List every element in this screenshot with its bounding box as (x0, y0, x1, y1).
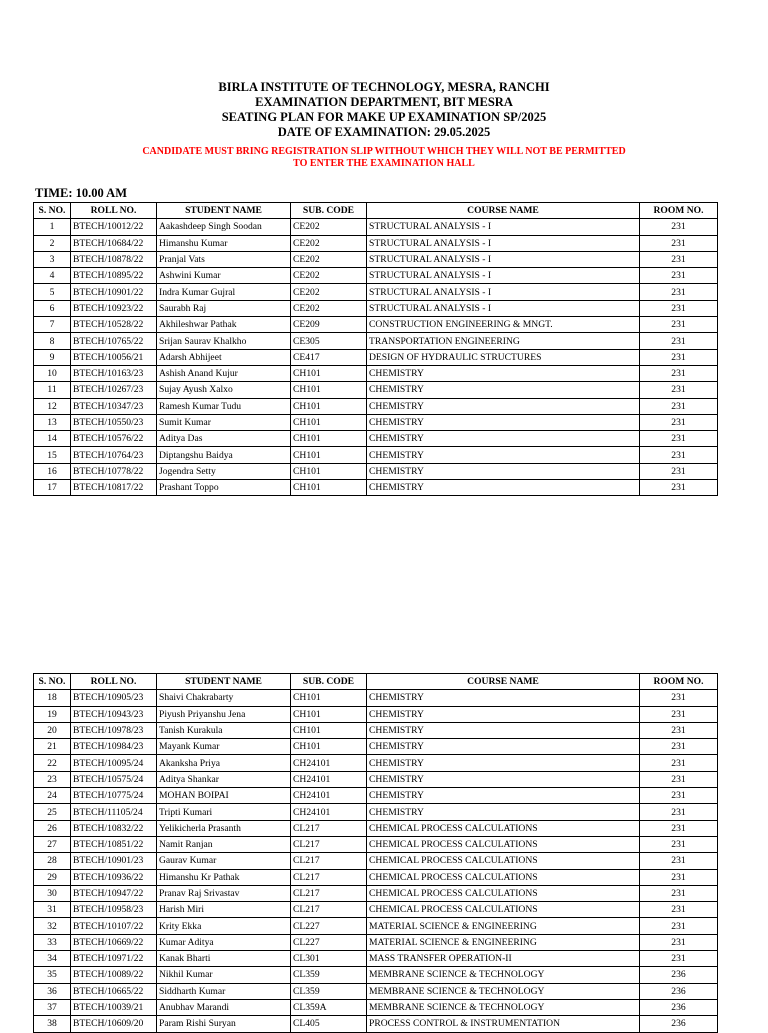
col-sno-cell: 36 (34, 983, 71, 999)
col-student-name-cell: Gaurav Kumar (157, 853, 291, 869)
col-sub-code-cell: CH101 (291, 398, 367, 414)
col-sno-cell: 16 (34, 463, 71, 479)
document-header (0, 80, 768, 140)
col-course-name-cell: CONSTRUCTION ENGINEERING & MNGT. (367, 317, 640, 333)
col-course-name-cell: CHEMISTRY (367, 431, 640, 447)
col-student-name-cell: Akanksha Priya (157, 755, 291, 771)
col-student-name-cell: Ramesh Kumar Tudu (157, 398, 291, 414)
col-student-name-cell: Yelikicherla Prasanth (157, 820, 291, 836)
col-course-name-cell: CHEMISTRY (367, 463, 640, 479)
col-sub-code-header: SUB. CODE (291, 203, 367, 219)
table-body (34, 690, 718, 1032)
col-sno-cell: 34 (34, 951, 71, 967)
col-roll-no-cell: BTECH/10905/23 (71, 690, 157, 706)
col-student-name-cell: Sujay Ayush Xalxo (157, 382, 291, 398)
table-row (34, 836, 718, 852)
col-sno-cell: 9 (34, 349, 71, 365)
col-sub-code-cell: CH101 (291, 722, 367, 738)
col-sub-code-cell: CH101 (291, 447, 367, 463)
col-course-name-cell: STRUCTURAL ANALYSIS - I (367, 300, 640, 316)
table-row (34, 690, 718, 706)
col-room-no-cell: 231 (640, 951, 718, 967)
col-room-no-header: ROOM NO. (640, 674, 718, 690)
col-sub-code-cell: CE305 (291, 333, 367, 349)
col-student-name-cell: Aakashdeep Singh Soodan (157, 219, 291, 235)
col-sno-cell: 21 (34, 739, 71, 755)
col-roll-no-cell: BTECH/10765/22 (71, 333, 157, 349)
col-student-name-cell: Shaivi Chakrabarty (157, 690, 291, 706)
col-roll-no-cell: BTECH/10163/23 (71, 365, 157, 381)
col-sno-cell: 10 (34, 365, 71, 381)
col-room-no-cell: 231 (640, 739, 718, 755)
col-room-no-cell: 231 (640, 885, 718, 901)
col-room-no-cell: 231 (640, 836, 718, 852)
col-room-no-cell: 231 (640, 755, 718, 771)
table-row (34, 722, 718, 738)
table-row (34, 300, 718, 316)
col-roll-no-cell: BTECH/10984/23 (71, 739, 157, 755)
col-student-name-cell: Mayank Kumar (157, 739, 291, 755)
col-sub-code-cell: CH101 (291, 706, 367, 722)
col-room-no-cell: 231 (640, 771, 718, 787)
table-row (34, 771, 718, 787)
col-course-name-cell: MEMBRANE SCIENCE & TECHNOLOGY (367, 999, 640, 1015)
col-sub-code-header: SUB. CODE (291, 674, 367, 690)
col-student-name-cell: Prashant Toppo (157, 480, 291, 496)
col-roll-no-cell: BTECH/10528/22 (71, 317, 157, 333)
col-sno-cell: 15 (34, 447, 71, 463)
col-room-no-cell: 231 (640, 869, 718, 885)
seating-table-1 (33, 202, 718, 496)
col-sub-code-cell: CL301 (291, 951, 367, 967)
col-room-no-cell: 231 (640, 349, 718, 365)
col-student-name-cell: Pranav Raj Srivastav (157, 885, 291, 901)
col-sub-code-cell: CH24101 (291, 755, 367, 771)
table-row (34, 447, 718, 463)
col-course-name-header: COURSE NAME (367, 203, 640, 219)
col-student-name-cell: Anubhav Marandi (157, 999, 291, 1015)
col-roll-no-cell: BTECH/10901/23 (71, 853, 157, 869)
col-room-no-cell: 231 (640, 480, 718, 496)
col-sno-cell: 12 (34, 398, 71, 414)
col-roll-no-cell: BTECH/10978/23 (71, 722, 157, 738)
col-sub-code-cell: CE202 (291, 251, 367, 267)
col-sno-cell: 20 (34, 722, 71, 738)
col-sno-cell: 23 (34, 771, 71, 787)
table-header-row (34, 674, 718, 690)
col-room-no-cell: 231 (640, 333, 718, 349)
col-sub-code-cell: CL217 (291, 820, 367, 836)
col-sno-cell: 13 (34, 414, 71, 430)
table-row (34, 382, 718, 398)
col-sub-code-cell: CH101 (291, 739, 367, 755)
table-row (34, 365, 718, 381)
table-row (34, 983, 718, 999)
col-roll-no-cell: BTECH/10550/23 (71, 414, 157, 430)
col-roll-no-cell: BTECH/10665/22 (71, 983, 157, 999)
col-roll-no-cell: BTECH/10851/22 (71, 836, 157, 852)
col-sno-cell: 2 (34, 235, 71, 251)
col-student-name-cell: Ashish Anand Kujur (157, 365, 291, 381)
col-course-name-cell: CHEMISTRY (367, 706, 640, 722)
col-sno-cell: 5 (34, 284, 71, 300)
col-sno-header: S. NO. (34, 203, 71, 219)
col-roll-no-cell: BTECH/10107/22 (71, 918, 157, 934)
col-student-name-cell: Srijan Saurav Khalkho (157, 333, 291, 349)
table-row (34, 235, 718, 251)
col-room-no-cell: 231 (640, 690, 718, 706)
table-row (34, 853, 718, 869)
table-row (34, 885, 718, 901)
col-room-no-cell: 231 (640, 398, 718, 414)
col-sno-cell: 17 (34, 480, 71, 496)
col-roll-no-cell: BTECH/10958/23 (71, 902, 157, 918)
col-sno-cell: 18 (34, 690, 71, 706)
col-course-name-cell: MASS TRANSFER OPERATION-II (367, 951, 640, 967)
col-course-name-cell: STRUCTURAL ANALYSIS - I (367, 268, 640, 284)
table-row (34, 480, 718, 496)
table-row (34, 219, 718, 235)
col-sub-code-cell: CL217 (291, 869, 367, 885)
col-student-name-cell: Ashwini Kumar (157, 268, 291, 284)
col-sno-cell: 26 (34, 820, 71, 836)
col-course-name-cell: STRUCTURAL ANALYSIS - I (367, 219, 640, 235)
col-sno-cell: 7 (34, 317, 71, 333)
col-roll-no-cell: BTECH/10764/23 (71, 447, 157, 463)
table-row (34, 268, 718, 284)
col-course-name-cell: STRUCTURAL ANALYSIS - I (367, 251, 640, 267)
exam-date: DATE OF EXAMINATION: 29.05.2025 (277, 125, 491, 139)
col-student-name-cell: Pranjal Vats (157, 251, 291, 267)
col-sub-code-cell: CL227 (291, 934, 367, 950)
table-row (34, 317, 718, 333)
col-sub-code-cell: CH24101 (291, 788, 367, 804)
col-sub-code-cell: CE417 (291, 349, 367, 365)
col-room-no-cell: 231 (640, 918, 718, 934)
col-room-no-cell: 231 (640, 251, 718, 267)
table-header-row (34, 203, 718, 219)
table-row (34, 902, 718, 918)
col-roll-no-cell: BTECH/10089/22 (71, 967, 157, 983)
col-course-name-cell: CHEMICAL PROCESS CALCULATIONS (367, 836, 640, 852)
col-room-no-cell: 231 (640, 414, 718, 430)
col-sno-cell: 8 (34, 333, 71, 349)
col-roll-no-cell: BTECH/10669/22 (71, 934, 157, 950)
table-row (34, 804, 718, 820)
col-roll-no-cell: BTECH/10684/22 (71, 235, 157, 251)
table-row (34, 431, 718, 447)
col-roll-no-cell: BTECH/10943/23 (71, 706, 157, 722)
col-sno-cell: 14 (34, 431, 71, 447)
candidate-notice (0, 146, 768, 170)
col-room-no-cell: 231 (640, 804, 718, 820)
col-student-name-cell: Saurabh Raj (157, 300, 291, 316)
col-sub-code-cell: CL217 (291, 885, 367, 901)
col-roll-no-cell: BTECH/10895/22 (71, 268, 157, 284)
col-room-no-header: ROOM NO. (640, 203, 718, 219)
col-roll-no-cell: BTECH/10878/22 (71, 251, 157, 267)
table-row (34, 934, 718, 950)
col-sub-code-cell: CL217 (291, 902, 367, 918)
col-roll-no-cell: BTECH/10936/22 (71, 869, 157, 885)
col-sub-code-cell: CL405 (291, 1016, 367, 1032)
table-row (34, 967, 718, 983)
col-room-no-cell: 236 (640, 983, 718, 999)
col-roll-no-header: ROLL NO. (71, 674, 157, 690)
col-student-name-cell: Jogendra Setty (157, 463, 291, 479)
col-sub-code-cell: CL217 (291, 853, 367, 869)
col-room-no-cell: 231 (640, 853, 718, 869)
col-course-name-cell: CHEMISTRY (367, 382, 640, 398)
col-course-name-cell: CHEMISTRY (367, 788, 640, 804)
table-body (34, 219, 718, 496)
col-course-name-cell: CHEMICAL PROCESS CALCULATIONS (367, 885, 640, 901)
table-row (34, 918, 718, 934)
col-sub-code-cell: CH24101 (291, 771, 367, 787)
col-sub-code-cell: CE202 (291, 284, 367, 300)
col-course-name-cell: PROCESS CONTROL & INSTRUMENTATION (367, 1016, 640, 1032)
col-student-name-cell: Akhileshwar Pathak (157, 317, 291, 333)
col-room-no-cell: 231 (640, 463, 718, 479)
col-roll-no-cell: BTECH/10095/24 (71, 755, 157, 771)
col-roll-no-cell: BTECH/10012/22 (71, 219, 157, 235)
col-student-name-header: STUDENT NAME (157, 674, 291, 690)
col-roll-no-cell: BTECH/10775/24 (71, 788, 157, 804)
col-course-name-cell: CHEMICAL PROCESS CALCULATIONS (367, 820, 640, 836)
col-sub-code-cell: CH101 (291, 480, 367, 496)
col-sno-cell: 1 (34, 219, 71, 235)
col-student-name-cell: MOHAN BOIPAI (157, 788, 291, 804)
col-roll-no-cell: BTECH/10575/24 (71, 771, 157, 787)
col-room-no-cell: 231 (640, 447, 718, 463)
col-sno-cell: 6 (34, 300, 71, 316)
plan-title: SEATING PLAN FOR MAKE UP EXAMINATION SP/2025 (221, 110, 547, 124)
col-course-name-cell: CHEMISTRY (367, 398, 640, 414)
table-row (34, 349, 718, 365)
col-student-name-cell: Piyush Priyanshu Jena (157, 706, 291, 722)
col-sub-code-cell: CE202 (291, 235, 367, 251)
col-sno-cell: 4 (34, 268, 71, 284)
col-sub-code-cell: CH101 (291, 431, 367, 447)
col-student-name-cell: Kanak Bharti (157, 951, 291, 967)
col-room-no-cell: 231 (640, 268, 718, 284)
table-row (34, 414, 718, 430)
col-course-name-cell: MATERIAL SCIENCE & ENGINEERING (367, 934, 640, 950)
col-course-name-cell: CHEMICAL PROCESS CALCULATIONS (367, 902, 640, 918)
col-room-no-cell: 231 (640, 934, 718, 950)
col-roll-no-cell: BTECH/10039/21 (71, 999, 157, 1015)
col-room-no-cell: 231 (640, 382, 718, 398)
col-roll-no-cell: BTECH/10923/22 (71, 300, 157, 316)
col-room-no-cell: 231 (640, 235, 718, 251)
col-room-no-cell: 236 (640, 1016, 718, 1032)
col-course-name-cell: CHEMISTRY (367, 771, 640, 787)
col-sub-code-cell: CH101 (291, 690, 367, 706)
col-roll-no-cell: BTECH/10576/22 (71, 431, 157, 447)
col-sno-cell: 19 (34, 706, 71, 722)
col-room-no-cell: 231 (640, 788, 718, 804)
col-room-no-cell: 236 (640, 999, 718, 1015)
exam-time: TIME: 10.00 AM (35, 186, 128, 200)
col-room-no-cell: 231 (640, 722, 718, 738)
col-sub-code-cell: CL359A (291, 999, 367, 1015)
col-sub-code-cell: CH24101 (291, 804, 367, 820)
col-room-no-cell: 231 (640, 820, 718, 836)
col-sub-code-cell: CE202 (291, 219, 367, 235)
col-student-name-cell: Krity Ekka (157, 918, 291, 934)
col-student-name-cell: Tanish Kurakula (157, 722, 291, 738)
table-row (34, 333, 718, 349)
col-room-no-cell: 231 (640, 902, 718, 918)
col-room-no-cell: 231 (640, 284, 718, 300)
col-roll-no-header: ROLL NO. (71, 203, 157, 219)
col-roll-no-cell: BTECH/10901/22 (71, 284, 157, 300)
col-sno-cell: 33 (34, 934, 71, 950)
col-course-name-cell: CHEMISTRY (367, 447, 640, 463)
col-sub-code-cell: CH101 (291, 463, 367, 479)
col-course-name-cell: CHEMISTRY (367, 690, 640, 706)
table-row (34, 951, 718, 967)
col-roll-no-cell: BTECH/10817/22 (71, 480, 157, 496)
col-student-name-cell: Param Rishi Suryan (157, 1016, 291, 1032)
col-roll-no-cell: BTECH/10947/22 (71, 885, 157, 901)
col-student-name-cell: Adarsh Abhijeet (157, 349, 291, 365)
seating-table-2 (33, 673, 718, 1033)
col-course-name-cell: DESIGN OF HYDRAULIC STRUCTURES (367, 349, 640, 365)
col-sub-code-cell: CL217 (291, 836, 367, 852)
col-roll-no-cell: BTECH/10267/23 (71, 382, 157, 398)
col-room-no-cell: 236 (640, 967, 718, 983)
col-room-no-cell: 231 (640, 317, 718, 333)
col-sub-code-cell: CL359 (291, 967, 367, 983)
table-row (34, 463, 718, 479)
col-student-name-cell: Kumar Aditya (157, 934, 291, 950)
col-sno-cell: 30 (34, 885, 71, 901)
table-row (34, 251, 718, 267)
table-row (34, 755, 718, 771)
col-roll-no-cell: BTECH/11105/24 (71, 804, 157, 820)
col-course-name-cell: TRANSPORTATION ENGINEERING (367, 333, 640, 349)
col-sub-code-cell: CE202 (291, 268, 367, 284)
table-row (34, 739, 718, 755)
col-course-name-cell: CHEMISTRY (367, 414, 640, 430)
col-student-name-cell: Himanshu Kr Pathak (157, 869, 291, 885)
table-row (34, 398, 718, 414)
department-name: EXAMINATION DEPARTMENT, BIT MESRA (255, 95, 513, 109)
col-course-name-cell: CHEMISTRY (367, 480, 640, 496)
col-student-name-cell: Aditya Shankar (157, 771, 291, 787)
col-sno-cell: 3 (34, 251, 71, 267)
col-sub-code-cell: CE209 (291, 317, 367, 333)
col-sub-code-cell: CL227 (291, 918, 367, 934)
col-roll-no-cell: BTECH/10609/20 (71, 1016, 157, 1032)
col-student-name-cell: Himanshu Kumar (157, 235, 291, 251)
col-course-name-cell: STRUCTURAL ANALYSIS - I (367, 235, 640, 251)
notice-line-1: CANDIDATE MUST BRING REGISTRATION SLIP WITHOUT WHICH THEY WILL NOT BE PERMITTED (142, 146, 626, 157)
col-room-no-cell: 231 (640, 431, 718, 447)
col-student-name-cell: Nikhil Kumar (157, 967, 291, 983)
col-sno-cell: 38 (34, 1016, 71, 1032)
col-student-name-cell: Indra Kumar Gujral (157, 284, 291, 300)
col-course-name-cell: CHEMISTRY (367, 365, 640, 381)
col-roll-no-cell: BTECH/10971/22 (71, 951, 157, 967)
col-sno-cell: 22 (34, 755, 71, 771)
col-course-name-cell: CHEMISTRY (367, 722, 640, 738)
col-sub-code-cell: CH101 (291, 365, 367, 381)
col-roll-no-cell: BTECH/10778/22 (71, 463, 157, 479)
col-sno-cell: 29 (34, 869, 71, 885)
col-student-name-cell: Siddharth Kumar (157, 983, 291, 999)
col-sub-code-cell: CE202 (291, 300, 367, 316)
col-sno-header: S. NO. (34, 674, 71, 690)
col-course-name-cell: CHEMISTRY (367, 755, 640, 771)
table-row (34, 788, 718, 804)
col-roll-no-cell: BTECH/10832/22 (71, 820, 157, 836)
col-sub-code-cell: CL359 (291, 983, 367, 999)
col-student-name-cell: Tripti Kumari (157, 804, 291, 820)
col-sno-cell: 24 (34, 788, 71, 804)
col-sno-cell: 31 (34, 902, 71, 918)
col-student-name-cell: Namit Ranjan (157, 836, 291, 852)
col-room-no-cell: 231 (640, 706, 718, 722)
col-student-name-cell: Diptangshu Baidya (157, 447, 291, 463)
col-course-name-cell: MATERIAL SCIENCE & ENGINEERING (367, 918, 640, 934)
col-sno-cell: 28 (34, 853, 71, 869)
col-sno-cell: 27 (34, 836, 71, 852)
col-sno-cell: 37 (34, 999, 71, 1015)
table-row (34, 820, 718, 836)
col-student-name-header: STUDENT NAME (157, 203, 291, 219)
col-room-no-cell: 231 (640, 365, 718, 381)
col-course-name-cell: CHEMISTRY (367, 739, 640, 755)
table-row (34, 869, 718, 885)
col-course-name-cell: CHEMICAL PROCESS CALCULATIONS (367, 853, 640, 869)
table-row (34, 706, 718, 722)
col-course-name-cell: CHEMICAL PROCESS CALCULATIONS (367, 869, 640, 885)
col-student-name-cell: Aditya Das (157, 431, 291, 447)
col-course-name-cell: MEMBRANE SCIENCE & TECHNOLOGY (367, 983, 640, 999)
col-roll-no-cell: BTECH/10056/21 (71, 349, 157, 365)
col-sno-cell: 35 (34, 967, 71, 983)
table-row (34, 284, 718, 300)
col-student-name-cell: Sumit Kumar (157, 414, 291, 430)
col-student-name-cell: Harish Miri (157, 902, 291, 918)
col-roll-no-cell: BTECH/10347/23 (71, 398, 157, 414)
col-sub-code-cell: CH101 (291, 382, 367, 398)
col-course-name-cell: CHEMISTRY (367, 804, 640, 820)
col-room-no-cell: 231 (640, 300, 718, 316)
table-row (34, 999, 718, 1015)
notice-line-2: TO ENTER THE EXAMINATION HALL (293, 158, 475, 169)
col-sno-cell: 11 (34, 382, 71, 398)
col-room-no-cell: 231 (640, 219, 718, 235)
col-sno-cell: 25 (34, 804, 71, 820)
col-course-name-header: COURSE NAME (367, 674, 640, 690)
col-course-name-cell: STRUCTURAL ANALYSIS - I (367, 284, 640, 300)
col-sub-code-cell: CH101 (291, 414, 367, 430)
col-course-name-cell: MEMBRANE SCIENCE & TECHNOLOGY (367, 967, 640, 983)
col-sno-cell: 32 (34, 918, 71, 934)
institute-name: BIRLA INSTITUTE OF TECHNOLOGY, MESRA, RANCHI (218, 80, 550, 94)
